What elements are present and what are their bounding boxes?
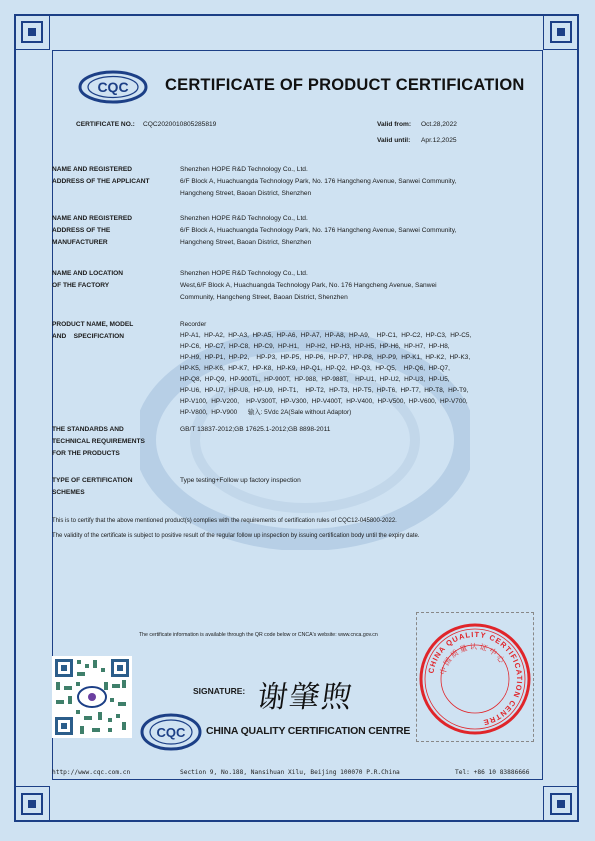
standards-label: THE STANDARDS AND TECHNICAL REQUIREMENTS FOR THE PRODUCTS xyxy=(52,426,145,457)
svg-text:CQC: CQC xyxy=(97,79,129,95)
svg-text:CQC: CQC xyxy=(156,725,186,740)
official-seal-icon xyxy=(417,621,533,737)
cqc-logo-icon xyxy=(78,70,148,104)
corner-ornament-bottom-left-icon xyxy=(14,786,50,822)
svg-text:中国质量认证中心: 中国质量认证中心 xyxy=(438,641,508,676)
manufacturer-value: Shenzhen HOPE R&D Technology Co., Ltd. 6/F Block A, Huachuangda Technology Park, No. 176 Hangcheng Avenue, Sanwei Community, Hangcheng Street, Baoan District, Shenzhen xyxy=(180,215,457,246)
qr-code-icon[interactable] xyxy=(52,656,132,738)
signature-label: SIGNATURE: xyxy=(193,686,246,696)
certificate-no-value: CQC20200108052858​19 xyxy=(143,121,217,128)
certification-type-value: Type testing+Follow up factory inspection xyxy=(180,477,301,484)
certificate-no-label: CERTIFICATE NO.: xyxy=(76,121,135,128)
qr-notice: The certificate information is available through the QR code below or CNCA's website: www.cnca.gov.cn xyxy=(139,632,378,638)
applicant-label: NAME AND REGISTERED ADDRESS OF THE APPLICANT xyxy=(52,166,150,185)
certificate-title: CERTIFICATE OF PRODUCT CERTIFICATION xyxy=(165,76,525,94)
valid-from-label: Valid from: xyxy=(377,121,412,128)
certification-type-label: TYPE OF CERTIFICATION SCHEMES xyxy=(52,477,133,496)
valid-from-value: Oct.28,2022 xyxy=(421,121,457,128)
compliance-statement: This is to certify that the above mentioned product(s) complies with the requirements of certification rules of CQC12-045800-2022. xyxy=(52,518,397,524)
svg-text:CHINA QUALITY CERTIFICATION CE: CHINA QUALITY CERTIFICATION CENTRE xyxy=(426,629,525,728)
corner-ornament-top-right-icon xyxy=(543,14,579,50)
footer-address: Section 9, No.188, Nansihuan Xilu, Beijing 100070 P.R.China xyxy=(180,769,400,776)
manufacturer-label: NAME AND REGISTERED ADDRESS OF THE MANUFACTURER xyxy=(52,215,132,246)
corner-ornament-bottom-right-icon xyxy=(543,786,579,822)
factory-value: Shenzhen HOPE R&D Technology Co., Ltd. West,6/F Block A, Huachuangda Technology Park, No. 176 Hangcheng Avenue, Sanwei Community, Hangcheng Street, Baoan District, Shenzhen xyxy=(180,270,437,301)
footer-tel: Tel: +86 10 83886666 xyxy=(455,769,530,776)
product-value: Recorder HP-A1, HP-A2, HP-A3, HP-A5, HP-A6, HP-A7, HP-A8, HP-A9, HP-C1, HP-C2, HP-C3, HP-C5, HP-C6, HP-C7, HP-C8, HP-C9, HP-H1, HP-H2, HP-H3, HP-H5, HP-H6, HP-H7, HP-H8, HP-H9, HP-P1, HP-P2, HP-P3, HP-P5, HP-P6, HP-P7, HP-P8, HP-P9, HP-K1, HP-K2, HP-K3, HP-K5, HP-K6, HP-K7, HP-K8, HP-K9, HP-Q1, HP-Q2, HP-Q3, HP-Q5, HP-Q6, HP-Q7, HP-Q8, HP-Q9, HP-900TL, HP-900T, HP-988, HP-988T, HP-U1, HP-U2, HP-U3, HP-U5, HP-U6, HP-U7, HP-U8, HP-U9, HP-T1, HP-T2, HP-T3, HP-T5, HP-T6, HP-T7, HP-T8, HP-T9, HP-V100, HP-V200, HP-V300T, HP-V300, HP-V400T, HP-V400, HP-V500, HP-V600, HP-V700, HP-V800, HP-V900 输入: 5Vdc 2A(Sale without Adaptor) xyxy=(180,321,472,416)
validity-statement: The validity of the certificate is subject to positive result of the regular follow up inspection by issuing certification body until the expiry date. xyxy=(52,533,420,539)
product-label: PRODUCT NAME, MODEL AND SPECIFICATION xyxy=(52,321,134,340)
footer-website[interactable]: http://www.cqc.com.cn xyxy=(52,769,131,776)
applicant-value: Shenzhen HOPE R&D Technology Co., Ltd. 6/F Block A, Huachuangda Technology Park, No. 176 Hangcheng Avenue, Sanwei Community, Hangcheng Street, Baoan District, Shenzhen xyxy=(180,166,457,197)
signature: 谢肇煦 xyxy=(255,680,356,715)
standards-value: GB/T 13837-2012;GB 17625.1-2012;GB 8898-2011 xyxy=(180,426,331,433)
stamp-area xyxy=(416,612,534,742)
valid-until-label: Valid until: xyxy=(377,137,411,144)
valid-until-value: Apr.12,2025 xyxy=(421,137,457,144)
corner-ornament-top-left-icon xyxy=(14,14,50,50)
issuer-cqc-logo-icon xyxy=(140,712,202,752)
factory-label: NAME AND LOCATION OF THE FACTORY xyxy=(52,270,124,289)
issuer-name: CHINA QUALITY CERTIFICATION CENTRE xyxy=(206,725,411,737)
